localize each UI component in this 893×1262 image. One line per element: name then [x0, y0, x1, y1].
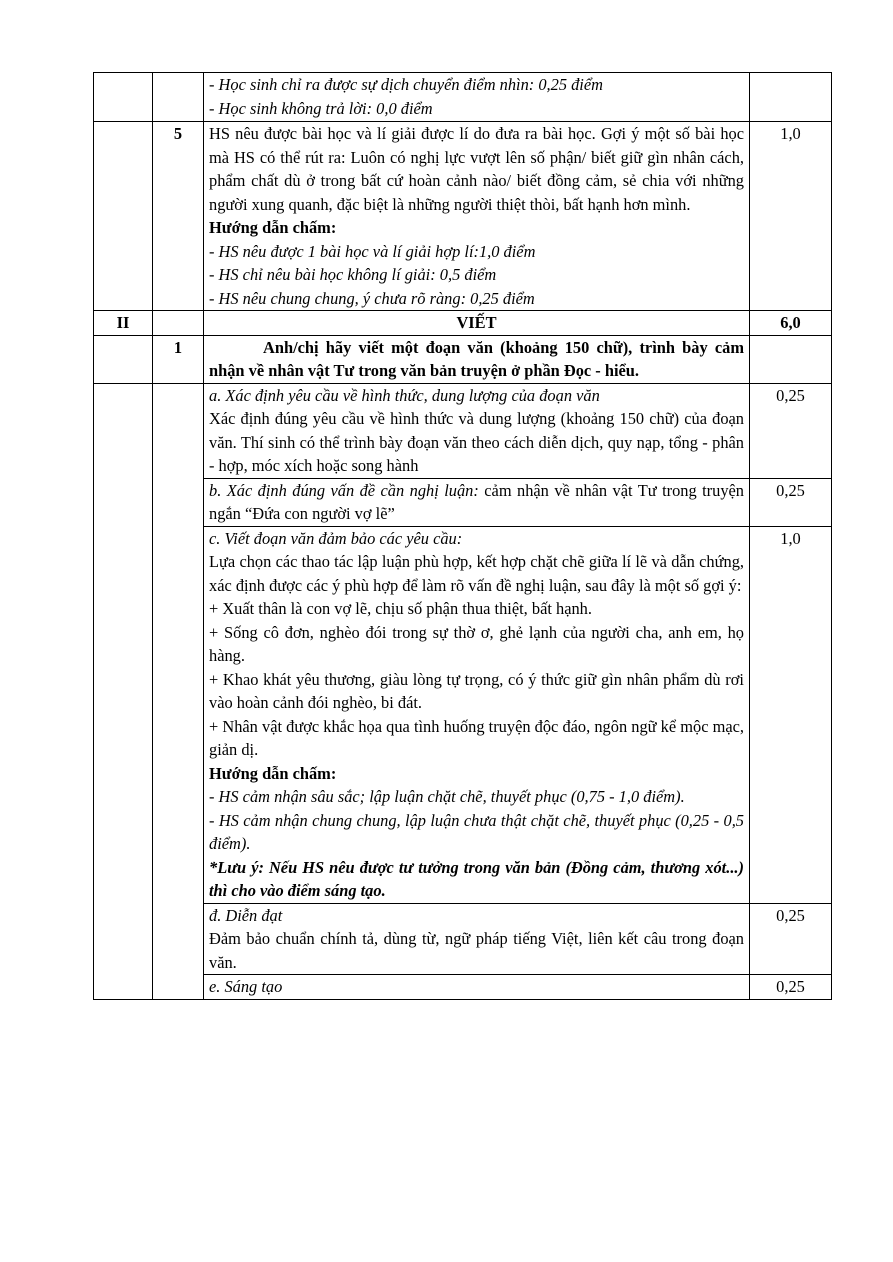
criterion-text: cảm nhận về nhân vật Tư trong truyện ngắn “Đứa con người vợ lẽ”: [209, 480, 744, 523]
grading-rubric-table: [93, 72, 832, 1000]
guide-line: - HS chỉ nêu bài học không lí giải: 0,5 điểm: [209, 265, 497, 284]
criterion-text: Xác định đúng yêu cầu về hình thức và dung lượng (khoảng 150 chữ) của đoạn văn. Thí sinh có thể trình bày đoạn văn theo cách diễn dịch, quy nạp, tổng - phân - hợp, móc xích hoặc song hành: [209, 409, 744, 475]
question-prompt: Anh/chị hãy viết một đoạn văn (khoảng 150 chữ), trình bày cảm nhận về nhân vật Tư trong văn bản truyện ở phần Đọc - hiểu.: [204, 335, 750, 383]
suggestion-point: + Sống cô đơn, nghèo đói trong sự thờ ơ, ghẻ lạnh của người cha, anh em, họ hàng.: [209, 622, 744, 665]
criterion-heading: b. Xác định đúng vấn đề cần nghị luận:: [209, 480, 479, 500]
guide-line: - HS cảm nhận chung chung, lập luận chưa thật chặt chẽ, thuyết phục (0,25 - 0,5 điểm).: [209, 810, 744, 853]
table-row: [94, 122, 832, 311]
table-row: [94, 335, 832, 383]
question-number: 1: [153, 335, 204, 383]
note-text: *Lưu ý: Nếu HS nêu được tư tưởng trong văn bản (Đồng cảm, thương xót...) thì cho vào điểm sáng tạo.: [209, 857, 744, 900]
criterion-intro: Lựa chọn các thao tác lập luận phù hợp, kết hợp chặt chẽ giữa lí lẽ và dẫn chứng, xác định được các ý phù hợp để làm rõ vấn đề nghị luận, sau đây là một số gợi ý:: [209, 552, 744, 595]
part-label: II: [94, 311, 153, 336]
table-row: [94, 526, 832, 903]
question-cell: [153, 73, 204, 122]
table-row: [94, 903, 832, 975]
score-value: 0,25: [750, 383, 832, 478]
guide-line: - HS nêu được 1 bài học và lí giải hợp lí:1,0 điểm: [209, 241, 536, 261]
section-score: 6,0: [750, 311, 832, 336]
guide-title: Hướng dẫn chấm:: [209, 218, 337, 237]
guide-title: Hướng dẫn chấm:: [209, 763, 337, 783]
part-cell: [94, 335, 153, 383]
suggestion-point: + Nhân vật được khắc họa qua tình huống truyện độc đáo, ngôn ngữ kể mộc mạc, giản dị.: [209, 716, 744, 759]
section-header-row: [94, 311, 832, 336]
score-value: 0,25: [750, 975, 832, 1000]
part-cell: [94, 73, 153, 122]
guide-line: - Học sinh chỉ ra được sự dịch chuyển điểm nhìn: 0,25 điểm: [209, 75, 603, 94]
criterion-heading: c. Viết đoạn văn đảm bảo các yêu cầu:: [209, 528, 463, 548]
score-value: 1,0: [750, 526, 832, 903]
guide-line: - HS cảm nhận sâu sắc; lập luận chặt chẽ, thuyết phục (0,75 - 1,0 điểm).: [209, 787, 685, 806]
criterion-e: [204, 975, 750, 1000]
criterion-heading: đ. Diễn đạt: [209, 905, 283, 925]
part-cell: [94, 383, 153, 999]
table-row: [94, 73, 832, 122]
criterion-b: [204, 478, 750, 526]
section-title: VIẾT: [204, 311, 750, 336]
score-value: 0,25: [750, 478, 832, 526]
answer-cell: [204, 122, 750, 311]
criterion-text: Đảm bảo chuẩn chính tả, dùng từ, ngữ pháp tiếng Việt, liên kết câu trong đoạn văn.: [209, 929, 744, 972]
table-row: [94, 478, 832, 526]
table-row: [94, 383, 832, 478]
suggestion-point: + Xuất thân là con vợ lẽ, chịu số phận thua thiệt, bất hạnh.: [209, 599, 592, 618]
guide-line: - Học sinh không trả lời: 0,0 điểm: [209, 98, 433, 118]
score-value: 0,25: [750, 903, 832, 975]
criterion-heading: e. Sáng tạo: [209, 977, 283, 996]
table-row: [94, 975, 832, 1000]
suggestion-point: + Khao khát yêu thương, giàu lòng tự trọng, có ý thức giữ gìn nhân phẩm dù rơi vào hoàn cảnh đói nghèo, bi đát.: [209, 669, 744, 712]
part-cell: [94, 122, 153, 311]
answer-text: HS nêu được bài học và lí giải được lí do đưa ra bài học. Gợi ý một số bài học mà HS có thể rút ra: Luôn có nghị lực vượt lên số phận/ biết giữ gìn nhân cách, phẩm chất dù ở trong bất cứ hoàn cảnh nào/ biết đồng cảm, sẻ chia với những người xung quanh, đặc biệt là những người thiệt thòi, bất hạnh hơn mình.: [209, 124, 744, 214]
score-cell: [750, 335, 832, 383]
criterion-c: [204, 526, 750, 903]
guide-line: - HS nêu chung chung, ý chưa rõ ràng: 0,25 điểm: [209, 288, 535, 308]
score-cell: [750, 73, 832, 122]
question-cell: [153, 383, 204, 999]
criterion-a: [204, 383, 750, 478]
criterion-heading: a. Xác định yêu cầu về hình thức, dung lượng của đoạn văn: [209, 385, 600, 405]
criterion-d: [204, 903, 750, 975]
answer-cell: [204, 73, 750, 122]
score-value: 1,0: [750, 122, 832, 311]
question-cell: [153, 311, 204, 336]
question-number: 5: [153, 122, 204, 311]
